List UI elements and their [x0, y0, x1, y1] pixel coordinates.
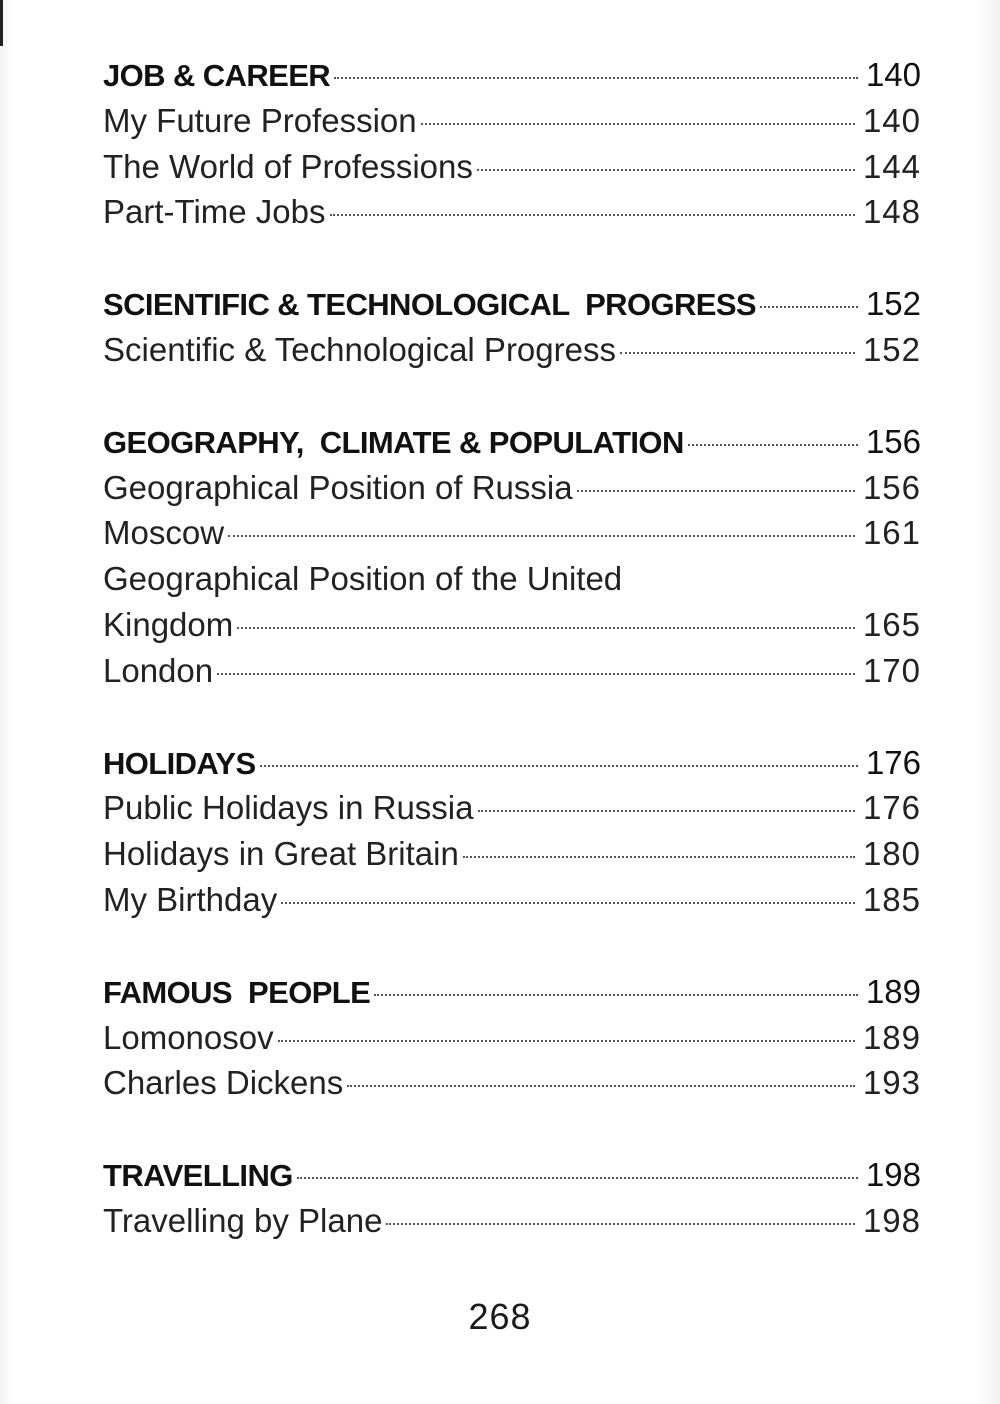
toc-entry[interactable] — [103, 648, 921, 694]
toc-entry-title: Lomonosov — [103, 1018, 274, 1056]
dot-leader — [478, 810, 855, 812]
dot-leader — [278, 1040, 855, 1042]
toc-heading[interactable] — [103, 419, 921, 465]
dot-leader — [334, 77, 858, 79]
toc-heading[interactable] — [103, 969, 921, 1015]
dot-leader — [281, 902, 855, 904]
toc-page-number: 140 — [865, 56, 921, 93]
toc-page-number: 180 — [862, 835, 921, 873]
toc-heading-title: FAMOUS PEOPLE — [103, 974, 371, 1010]
toc-page-number: 144 — [862, 147, 921, 185]
toc-page-number: 176 — [862, 789, 921, 827]
toc-section-job-career — [103, 52, 921, 235]
dot-leader — [330, 214, 855, 216]
toc-page-number: 148 — [862, 193, 921, 231]
toc-page-number: 185 — [862, 880, 921, 918]
toc-entry-title: Charles Dickens — [103, 1064, 344, 1102]
dot-leader — [347, 1085, 855, 1087]
toc-section-travelling — [103, 1152, 921, 1244]
toc-page-number: 193 — [862, 1064, 921, 1102]
toc-entry-title: My Future Profession — [103, 101, 417, 139]
toc-entry-title: Holidays in Great Britain — [103, 835, 459, 873]
toc-entry-title: Public Holidays in Russia — [103, 789, 474, 827]
toc-page-number: 161 — [862, 514, 921, 552]
toc-entry[interactable] — [103, 98, 921, 144]
toc-entry-title: Moscow — [103, 514, 225, 552]
toc-heading[interactable] — [103, 281, 921, 327]
toc-entry[interactable] — [103, 144, 921, 190]
toc-entry[interactable] — [103, 877, 921, 923]
toc-entry[interactable] — [103, 1015, 921, 1061]
toc-page-number: 189 — [862, 1018, 921, 1056]
dot-leader — [228, 535, 855, 537]
toc-entry[interactable] — [103, 1198, 921, 1244]
dot-leader — [577, 490, 855, 492]
toc-heading-title: SCIENTIFIC & TECHNOLOGICAL PROGRESS — [103, 287, 756, 323]
toc-entry-title-line: Geographical Position of the United — [103, 560, 623, 598]
dot-leader — [217, 673, 855, 675]
scan-edge-mark — [0, 0, 3, 46]
toc-heading-title: JOB & CAREER — [103, 58, 331, 93]
toc-entry[interactable] — [103, 189, 921, 235]
toc-entry-title: Geographical Position of Russia — [103, 468, 573, 506]
dot-leader — [760, 306, 858, 308]
toc-heading-title: TRAVELLING — [103, 1158, 293, 1194]
toc-heading-title: GEOGRAPHY, CLIMATE & POPULATION — [103, 424, 684, 460]
dot-leader — [386, 1223, 855, 1225]
toc-entry — [103, 602, 921, 648]
dot-leader — [463, 856, 855, 858]
toc-page-number: 198 — [862, 1201, 921, 1239]
toc-entry-title: London — [103, 651, 214, 689]
dot-leader — [477, 169, 855, 171]
toc-entry[interactable] — [103, 785, 921, 831]
toc-section-famous-people — [103, 969, 921, 1106]
toc-entry-title: The World of Professions — [103, 147, 473, 185]
toc-heading[interactable] — [103, 1152, 921, 1198]
toc-entry-title: Scientific & Technological Progress — [103, 330, 616, 368]
dot-leader — [421, 123, 855, 125]
toc-entry[interactable] — [103, 1060, 921, 1106]
toc-section-holidays — [103, 740, 921, 923]
dot-leader — [260, 765, 858, 767]
toc-heading[interactable] — [103, 52, 921, 98]
toc-page-number: 165 — [862, 605, 921, 643]
toc-entry-title: Part-Time Jobs — [103, 193, 326, 231]
toc-page-number: 156 — [865, 422, 921, 460]
toc-entry[interactable] — [103, 465, 921, 511]
toc-section-geography — [103, 419, 921, 694]
toc-page-number: 152 — [865, 285, 921, 323]
dot-leader — [620, 352, 855, 354]
toc-entry[interactable] — [103, 831, 921, 877]
toc-entry-title: Kingdom — [103, 605, 234, 643]
toc-page-number: 189 — [865, 972, 921, 1010]
toc-heading[interactable] — [103, 740, 921, 786]
toc-section-scientific-progress — [103, 281, 921, 373]
toc-page-number: 140 — [862, 101, 921, 139]
toc-page-number: 152 — [862, 330, 921, 368]
table-of-contents — [103, 52, 921, 1290]
toc-page-number: 170 — [862, 651, 921, 689]
toc-page-number: 176 — [865, 743, 921, 781]
dot-leader — [237, 627, 855, 629]
toc-entry-title: My Birthday — [103, 880, 278, 918]
toc-entry-multiline[interactable] — [103, 556, 921, 648]
toc-page-number: 198 — [865, 1156, 921, 1194]
toc-heading-title: HOLIDAYS — [103, 745, 256, 781]
toc-entry-title: Travelling by Plane — [103, 1201, 383, 1239]
toc-entry[interactable] — [103, 327, 921, 373]
toc-page-number: 156 — [862, 468, 921, 506]
dot-leader — [374, 994, 858, 996]
dot-leader — [297, 1177, 858, 1179]
dot-leader — [688, 444, 858, 446]
toc-entry[interactable] — [103, 510, 921, 556]
page-number-footer: 268 — [468, 1296, 532, 1337]
